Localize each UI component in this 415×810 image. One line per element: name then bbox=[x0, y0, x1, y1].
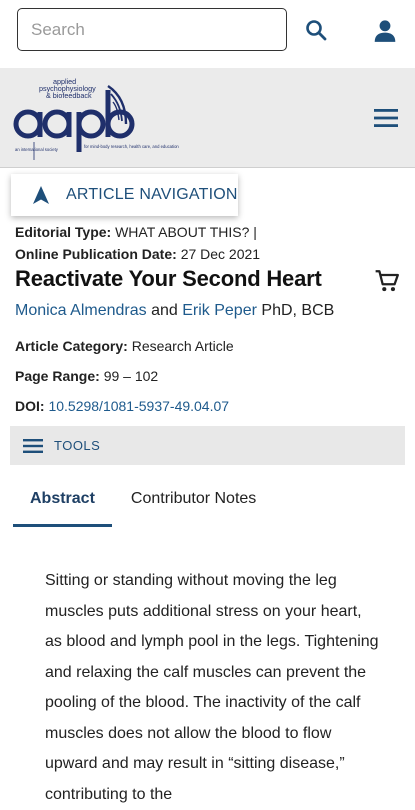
authors-line bbox=[15, 302, 334, 320]
logo-tagline-left: an international society bbox=[15, 147, 58, 152]
page-range bbox=[15, 368, 158, 384]
logo-text-line-2: psychophysiology bbox=[39, 84, 96, 93]
editorial-type-label: Editorial Type: bbox=[15, 224, 112, 240]
article-category-value: Research Article bbox=[131, 338, 234, 354]
user-account-button[interactable] bbox=[368, 14, 402, 48]
brand-bar bbox=[0, 68, 415, 168]
page-range-label: Page Range: bbox=[15, 368, 100, 384]
editorial-type bbox=[15, 224, 257, 240]
tools-toggle[interactable] bbox=[10, 426, 405, 465]
tab-abstract[interactable]: Abstract bbox=[13, 482, 112, 527]
article-navigation-button[interactable] bbox=[11, 174, 238, 216]
tools-menu-icon bbox=[23, 438, 43, 454]
author-link-2[interactable]: Erik Peper bbox=[182, 302, 257, 319]
online-date-value: 27 Dec 2021 bbox=[180, 246, 261, 262]
hamburger-menu-icon[interactable] bbox=[372, 106, 400, 130]
tools-label: TOOLS bbox=[54, 438, 101, 453]
content-tabs bbox=[13, 482, 273, 528]
logo-tagline-right: for mind-body research, health care, and education bbox=[84, 144, 179, 149]
navigation-arrow-icon bbox=[31, 185, 51, 205]
doi-line bbox=[15, 398, 229, 414]
article-category-label: Article Category: bbox=[15, 338, 128, 354]
tab-contributor-notes[interactable]: Contributor Notes bbox=[130, 490, 257, 507]
online-publication-date bbox=[15, 246, 260, 262]
article-navigation-label: ARTICLE NAVIGATION bbox=[66, 186, 238, 203]
online-date-label: Online Publication Date: bbox=[15, 246, 177, 262]
search-input[interactable] bbox=[17, 8, 287, 51]
editorial-type-value: WHAT ABOUT THIS? | bbox=[115, 224, 257, 240]
logo-text-line-3: & biofeedback bbox=[46, 91, 92, 100]
abstract-text: Sitting or standing without moving the leg muscles puts additional stress on your heart, as blood and lymph pool in the legs. Tightening and relaxing the calf muscles can prevent the pooling of the blood. The inactivity of the calf muscles does not allow the blood to flow upward and may result in “sitting disease,” contributing to the bbox=[45, 572, 379, 803]
aapb-logo[interactable] bbox=[12, 76, 179, 162]
search-button[interactable] bbox=[300, 14, 332, 46]
page-range-value: 99 – 102 bbox=[103, 368, 159, 384]
top-bar bbox=[0, 0, 415, 68]
doi-link[interactable]: 10.5298/1081-5937-49.04.07 bbox=[48, 398, 230, 414]
doi-label: DOI: bbox=[15, 398, 45, 414]
cart-icon[interactable] bbox=[374, 268, 400, 294]
logo-text-line-1: applied bbox=[53, 77, 77, 86]
user-icon bbox=[372, 18, 398, 44]
author-link-1[interactable]: Monica Almendras bbox=[15, 302, 147, 319]
article-category bbox=[15, 338, 234, 354]
search-icon bbox=[304, 18, 328, 42]
authors-and: and bbox=[151, 302, 178, 319]
article-title: Reactivate Your Second Heart bbox=[15, 266, 322, 291]
author-2-credentials: PhD, BCB bbox=[261, 302, 335, 319]
